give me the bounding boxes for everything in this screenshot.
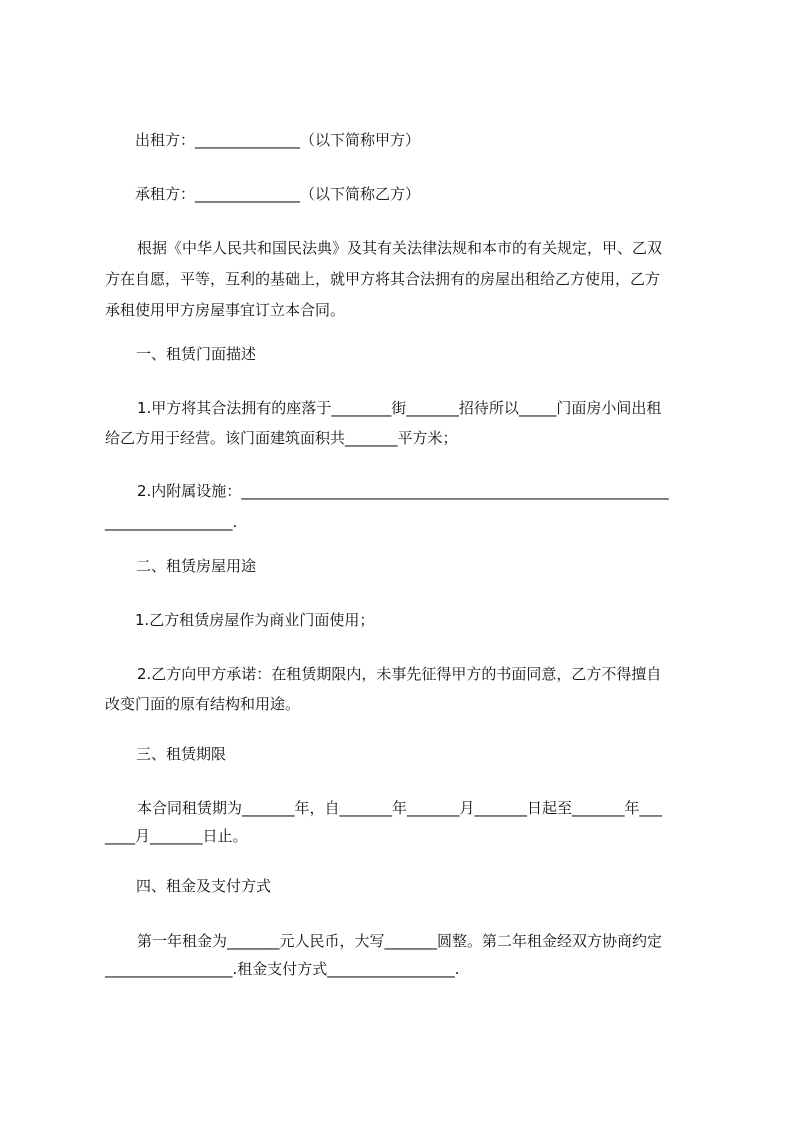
section-3-title: 三、租赁期限	[136, 745, 227, 763]
section-3-line-2: ____月_______日止。	[105, 827, 248, 845]
section-4-line-1: 第一年租金为_______元人民币，大写_______圆整。第二年租金经双方协商约定	[137, 932, 663, 950]
lessor-line: 出租方：______________（以下简称甲方）	[135, 131, 421, 149]
section-2-title: 二、租赁房屋用途	[136, 557, 257, 575]
preamble-line-1: 根据《中华人民共和国民法典》及其有关法律法规和本市的有关规定，甲、乙双	[137, 239, 663, 257]
section-2-item-2-line-2: 改变门面的原有结构和用途。	[105, 695, 301, 713]
preamble-line-3: 承租使用甲方房屋事宜订立本合同。	[105, 301, 346, 319]
section-3-line-1: 本合同租赁期为_______年，自_______年_______月_______日起至_______年___	[137, 799, 663, 817]
section-4-title: 四、租金及支付方式	[136, 877, 272, 895]
section-1-item-2-line-2: _________________.	[105, 513, 238, 531]
section-1-item-2-line-1: 2.内附属设施：_________________________________________________________	[137, 482, 669, 500]
preamble-line-2: 方在自愿，平等，互利的基础上，就甲方将其合法拥有的房屋出租给乙方使用，乙方	[105, 270, 661, 288]
section-4-line-2: _________________.租金支付方式_________________.	[105, 960, 460, 978]
section-1-title: 一、租赁门面描述	[136, 345, 257, 363]
section-1-item-1-line-1: 1.甲方将其合法拥有的座落于________街_______招待所以_____门面房小间出租	[137, 399, 662, 417]
section-2-item-2-line-1: 2.乙方向甲方承诺：在租赁期限内，未事先征得甲方的书面同意，乙方不得擅自	[137, 665, 662, 683]
lessee-line: 承租方：______________（以下简称乙方）	[135, 185, 421, 203]
section-1-item-1-line-2: 给乙方用于经营。该门面建筑面积共_______平方米；	[105, 429, 458, 447]
section-2-item-1: 1.乙方租赁房屋作为商业门面使用；	[135, 611, 375, 629]
